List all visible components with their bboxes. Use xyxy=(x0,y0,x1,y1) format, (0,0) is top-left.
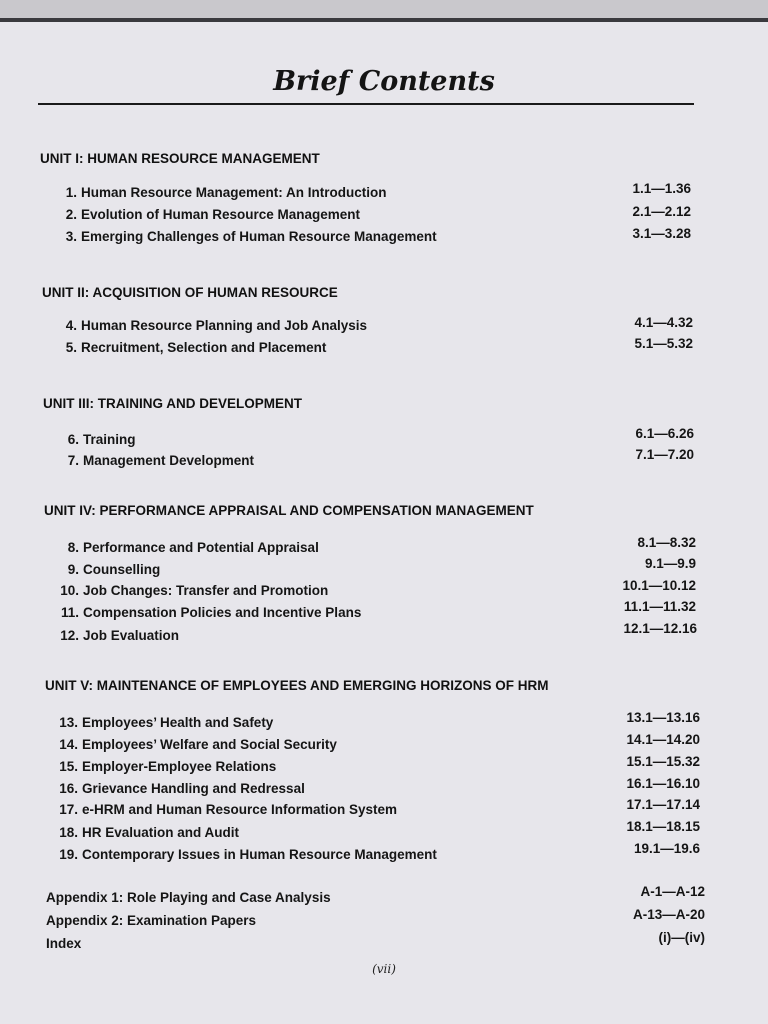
toc-page-range: 4.1—4.32 xyxy=(634,315,693,330)
unit-heading: UNIT IV: PERFORMANCE APPRAISAL AND COMPENSATION MANAGEMENT xyxy=(44,503,534,518)
toc-page-range: 11.1—11.32 xyxy=(623,599,696,614)
toc-page-range: 13.1—13.16 xyxy=(626,710,700,725)
toc-entry: 5. Recruitment, Selection and Placement xyxy=(65,340,327,355)
book-page xyxy=(0,18,768,1024)
page-number: (vii) xyxy=(372,962,396,976)
page-top-edge xyxy=(0,18,768,22)
toc-page-range: 2.1—2.12 xyxy=(632,204,691,219)
toc-page-range: A-13—A-20 xyxy=(632,907,705,922)
toc-page-range: 5.1—5.32 xyxy=(634,336,693,351)
toc-entry: 13. Employees’ Health and Safety xyxy=(59,715,274,730)
unit-heading: UNIT V: MAINTENANCE OF EMPLOYEES AND EMERGING HORIZONS OF HRM xyxy=(45,678,549,693)
toc-page-range: (i)—(iv) xyxy=(658,930,705,945)
toc-page-range: 6.1—6.26 xyxy=(635,426,694,441)
toc-page-range: 16.1—16.10 xyxy=(626,776,700,791)
toc-entry: 17. e-HRM and Human Resource Information System xyxy=(59,802,398,817)
toc-page-range: 19.1—19.6 xyxy=(633,841,700,856)
unit-heading: UNIT I: HUMAN RESOURCE MANAGEMENT xyxy=(40,151,320,166)
toc-entry: 11. Compensation Policies and Incentive Plans xyxy=(60,605,362,620)
toc-entry: 6. Training xyxy=(67,432,136,447)
toc-page-range: 14.1—14.20 xyxy=(626,732,700,747)
toc-entry: 3. Emerging Challenges of Human Resource Management xyxy=(65,229,437,244)
toc-entry: 8. Performance and Potential Appraisal xyxy=(67,540,319,555)
toc-page-range: 7.1—7.20 xyxy=(635,447,694,462)
appendix-entry: Appendix 2: Examination Papers xyxy=(46,913,257,928)
toc-entry: 10. Job Changes: Transfer and Promotion xyxy=(60,583,329,598)
toc-page-range: 17.1—17.14 xyxy=(626,797,700,812)
toc-entry: 7. Management Development xyxy=(67,453,255,468)
toc-page-range: 1.1—1.36 xyxy=(632,181,691,196)
page-title: Brief Contents xyxy=(273,66,495,97)
toc-entry: 9. Counselling xyxy=(67,562,161,577)
unit-heading: UNIT II: ACQUISITION OF HUMAN RESOURCE xyxy=(42,285,338,300)
toc-entry: 12. Job Evaluation xyxy=(60,628,180,643)
index-entry: Index xyxy=(46,936,82,951)
toc-entry: 18. HR Evaluation and Audit xyxy=(59,825,240,840)
unit-heading: UNIT III: TRAINING AND DEVELOPMENT xyxy=(43,396,302,411)
toc-page-range: 15.1—15.32 xyxy=(626,754,700,769)
toc-entry: 15. Employer-Employee Relations xyxy=(59,759,277,774)
toc-page-range: 8.1—8.32 xyxy=(637,535,696,550)
toc-entry: 19. Contemporary Issues in Human Resource Management xyxy=(59,847,437,862)
toc-page-range: 3.1—3.28 xyxy=(632,226,691,241)
toc-entry: 2. Evolution of Human Resource Management xyxy=(65,207,361,222)
toc-page-range: 18.1—18.15 xyxy=(626,819,700,834)
toc-page-range: 9.1—9.9 xyxy=(644,556,696,571)
appendix-entry: Appendix 1: Role Playing and Case Analysis xyxy=(46,890,331,905)
toc-page-range: 12.1—12.16 xyxy=(623,621,697,636)
toc-entry: 1. Human Resource Management: An Introduction xyxy=(65,185,387,200)
title-rule xyxy=(38,103,694,105)
toc-entry: 14. Employees’ Welfare and Social Security xyxy=(59,737,337,752)
toc-entry: 4. Human Resource Planning and Job Analysis xyxy=(65,318,368,333)
toc-page-range: 10.1—10.12 xyxy=(622,578,696,593)
toc-entry: 16. Grievance Handling and Redressal xyxy=(59,781,305,796)
toc-page-range: A-1—A-12 xyxy=(640,884,705,899)
